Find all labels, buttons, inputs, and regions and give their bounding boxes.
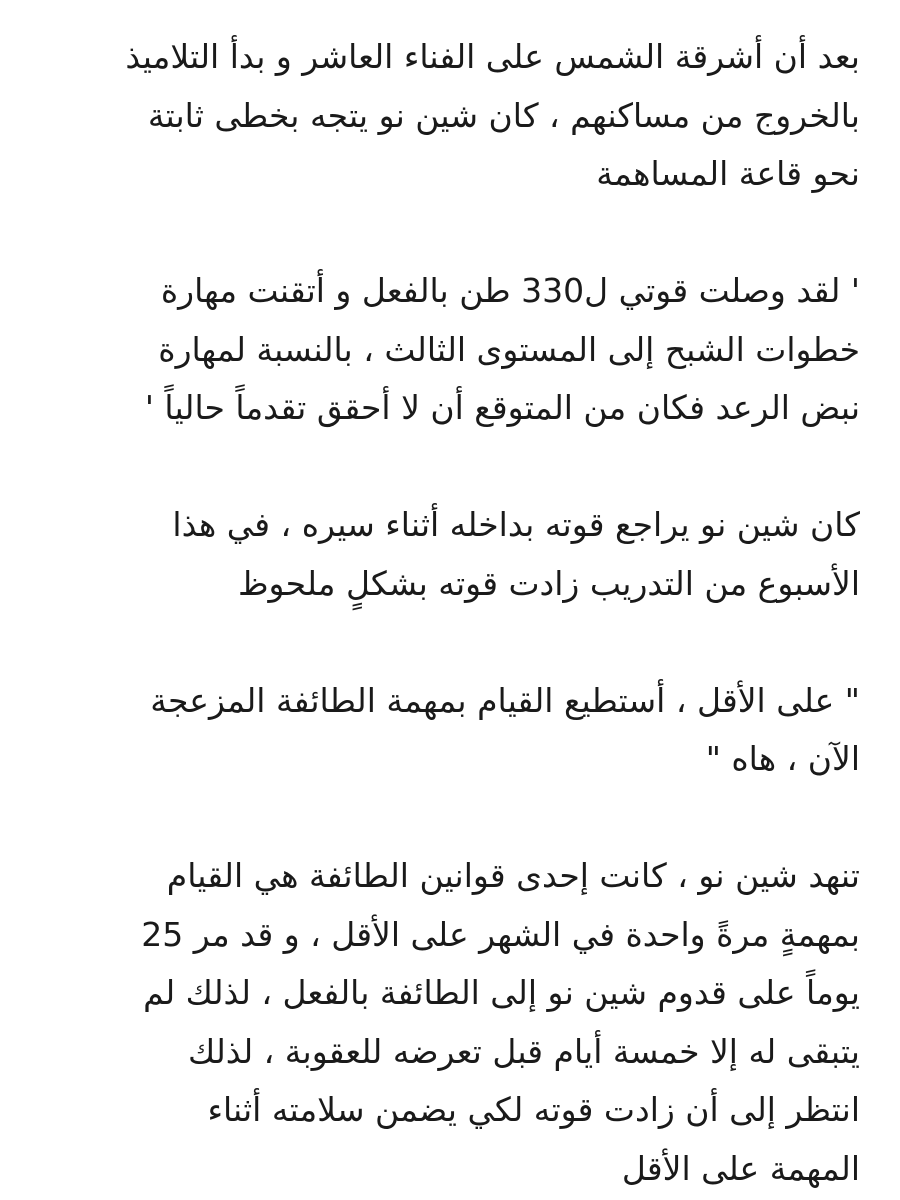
text-line: ' لقد وصلت قوتي ل330 طن بالفعل و أتقنت مهارة bbox=[160, 271, 860, 310]
paragraph-spacer bbox=[40, 438, 860, 497]
paragraph bbox=[40, 672, 860, 789]
text-line: الآن ، هاه " bbox=[705, 739, 860, 778]
paragraph-spacer bbox=[40, 613, 860, 672]
paragraph-spacer bbox=[40, 204, 860, 263]
paragraph bbox=[40, 496, 860, 613]
text-line: كان شين نو يراجع قوته بداخله أثناء سيره ، في هذا bbox=[172, 505, 860, 544]
text-line: " على الأقل ، أستطيع القيام بمهمة الطائفة المزعجة bbox=[150, 680, 860, 720]
text-line: الأسبوع من التدريب زادت قوته بشكلٍ ملحوظ bbox=[238, 563, 860, 603]
text-line: تنهد شين نو ، كانت إحدى قوانين الطائفة هي القيام bbox=[166, 856, 860, 895]
text-line: يوماً على قدوم شين نو إلى الطائفة بالفعل ، لذلك لم bbox=[143, 973, 860, 1012]
text-line: بمهمةٍ مرةً واحدة في الشهر على الأقل ، و قد مر 25 bbox=[141, 914, 860, 954]
paragraph bbox=[40, 262, 860, 438]
text-line: بعد أن أشرقة الشمس على الفناء العاشر و بدأ التلاميذ bbox=[125, 37, 860, 76]
text-line: خطوات الشبح إلى المستوى الثالث ، بالنسبة لمهارة bbox=[158, 329, 860, 369]
paragraph bbox=[40, 28, 860, 204]
text-line: نبض الرعد فكان من المتوقع أن لا أحقق تقدماً حالياً ' bbox=[144, 388, 860, 427]
paragraph-spacer bbox=[40, 789, 860, 848]
text-line: يتبقى له إلا خمسة أيام قبل تعرضه للعقوبة ، لذلك bbox=[187, 1031, 860, 1071]
text-line: المهمة على الأقل bbox=[621, 1148, 860, 1188]
text-line: بالخروج من مساكنهم ، كان شين نو يتجه بخطى ثابتة bbox=[147, 95, 860, 135]
text-line: نحو قاعة المساهمة bbox=[596, 154, 860, 193]
paragraph bbox=[40, 847, 860, 1198]
text-line: انتظر إلى أن زادت قوته لكي يضمن سلامته أثناء bbox=[207, 1090, 860, 1129]
